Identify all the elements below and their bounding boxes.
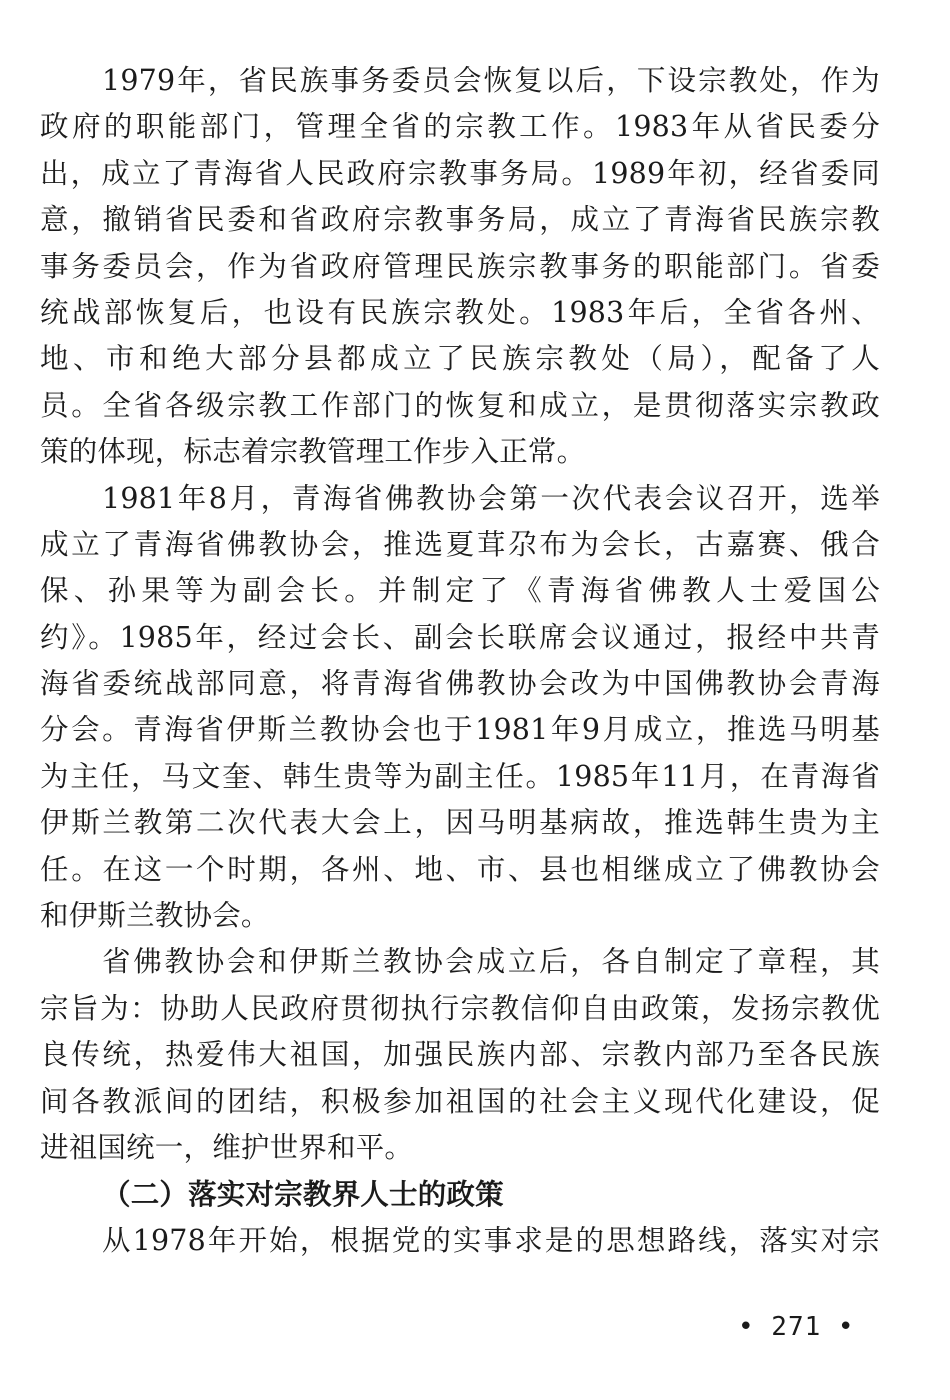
page-body xyxy=(40,58,880,1264)
text-line: 和伊斯兰教协会。 xyxy=(40,899,270,933)
text-line: 成立了青海省佛教协会，推选夏茸尕布为会长，古嘉赛、俄合 xyxy=(40,527,880,561)
text-line: 宗旨为：协助人民政府贯彻执行宗教信仰自由政策，发扬宗教优 xyxy=(40,991,880,1025)
text-line: 地、市和绝大部分县都成立了民族宗教处（局），配备了人 xyxy=(40,342,880,376)
section-heading: （二）落实对宗教界人士的政策 xyxy=(102,1177,504,1212)
text-line: 1979年，省民族事务委员会恢复以后，下设宗教处，作为 xyxy=(102,64,880,97)
text-line: 事务委员会，作为省政府管理民族宗教事务的职能部门。省委 xyxy=(40,249,880,283)
text-line: 1981年8月，青海省佛教协会第一次代表会议召开，选举 xyxy=(102,481,880,515)
text-line: 任。在这一个时期，各州、地、市、县也相继成立了佛教协会 xyxy=(40,852,880,886)
text-line: 进祖国统一，维护世界和平。 xyxy=(40,1130,414,1164)
text-line: 保、孙果等为副会长。并制定了《青海省佛教人士爱国公 xyxy=(40,574,880,608)
text-line: 约》。1985年，经过会长、副会长联席会议通过，报经中共青 xyxy=(40,620,880,654)
text-line: 省佛教协会和伊斯兰教协会成立后，各自制定了章程，其 xyxy=(102,945,880,979)
text-line: 出，成立了青海省人民政府宗教事务局。1989年初，经省委同 xyxy=(40,156,880,190)
text-line: 良传统，热爱伟大祖国，加强民族内部、宗教内部乃至各民族 xyxy=(40,1038,880,1072)
text-line: 统战部恢复后，也设有民族宗教处。1983年后，全省各州、 xyxy=(40,295,880,329)
text-line: 间各教派间的团结，积极参加祖国的社会主义现代化建设，促 xyxy=(40,1084,880,1118)
page-number: • 271 • xyxy=(738,1312,855,1342)
text-line: 策的体现，标志着宗教管理工作步入正常。 xyxy=(40,435,586,469)
text-line: 意，撤销省民委和省政府宗教事务局，成立了青海省民族宗教 xyxy=(40,203,880,237)
text-line: 伊斯兰教第二次代表大会上，因马明基病故，推选韩生贵为主 xyxy=(40,806,880,840)
text-line: 分会。青海省伊斯兰教协会也于1981年9月成立，推选马明基 xyxy=(40,713,880,747)
text-line: 员。全省各级宗教工作部门的恢复和成立，是贯彻落实宗教政 xyxy=(40,388,880,422)
text-line: 为主任，马文奎、韩生贵等为副主任。1985年11月，在青海省 xyxy=(40,759,880,793)
text-line: 海省委统战部同意，将青海省佛教协会改为中国佛教协会青海 xyxy=(40,667,880,701)
text-line: 政府的职能部门，管理全省的宗教工作。1983年从省民委分 xyxy=(40,110,880,144)
text-line: 从1978年开始，根据党的实事求是的思想路线，落实对宗 xyxy=(102,1223,880,1257)
